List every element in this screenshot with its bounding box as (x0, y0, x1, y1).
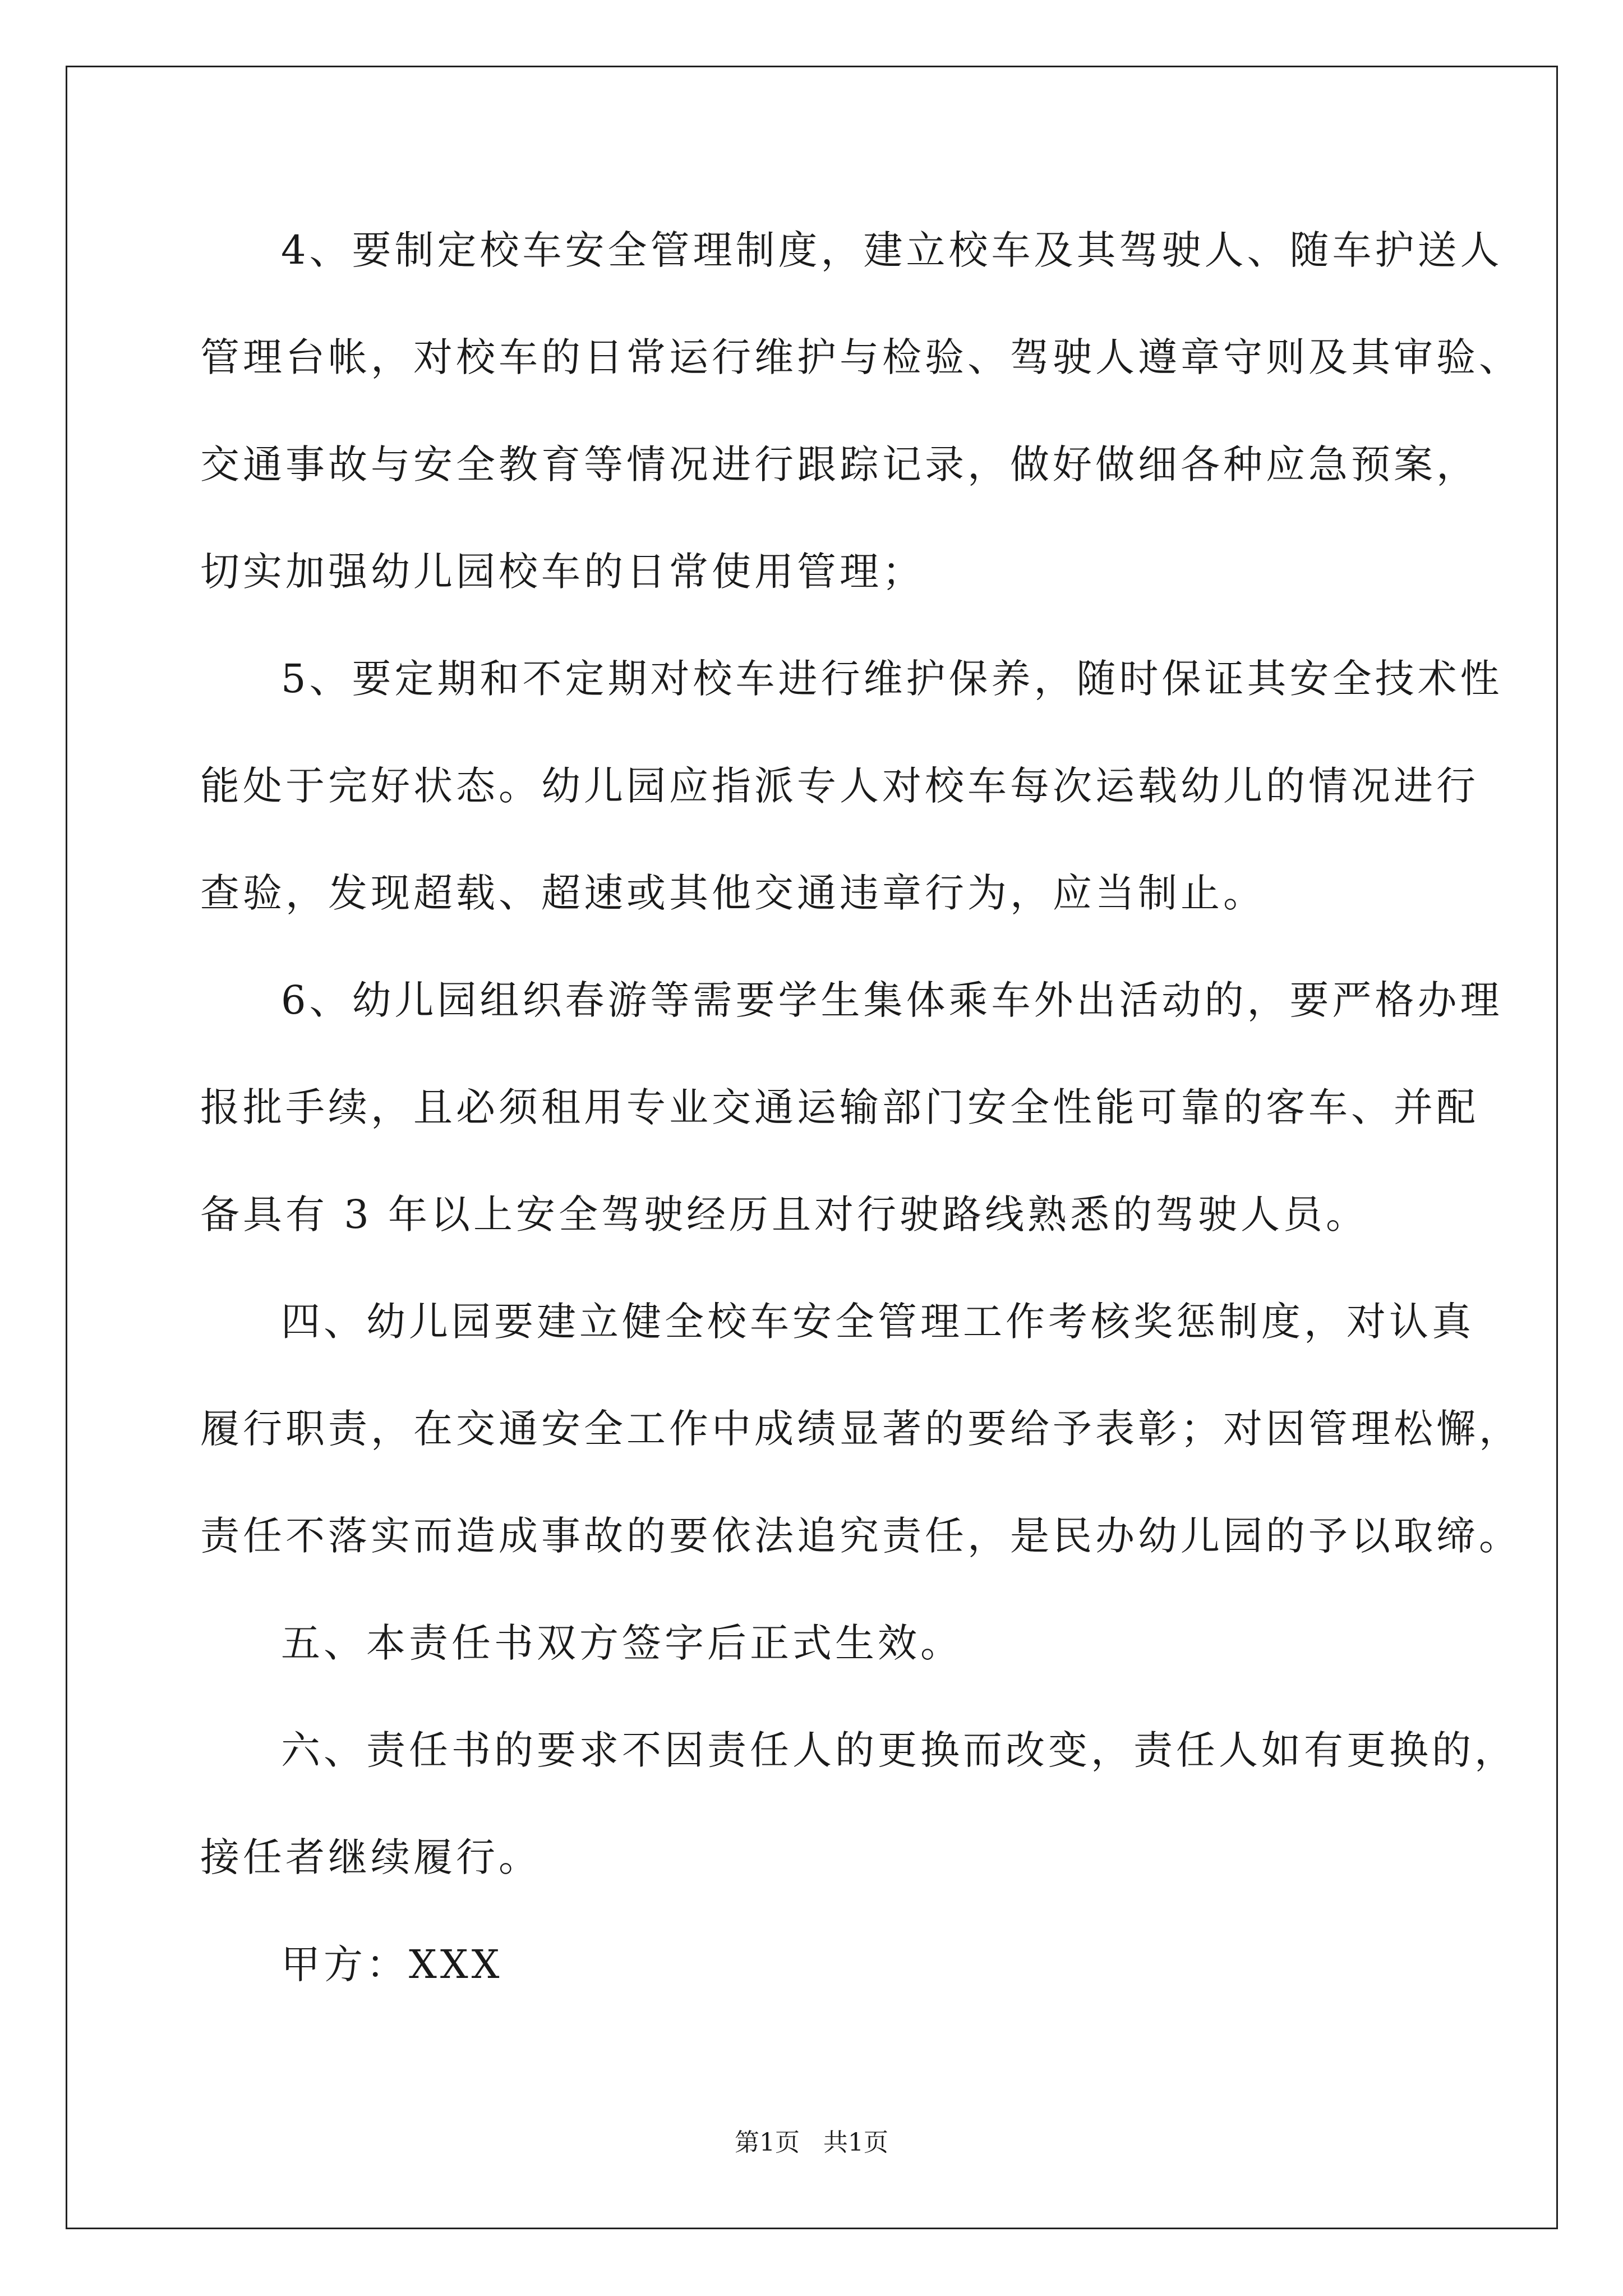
paragraph-4-line-4: 切实加强幼儿园校车的日常使用管理； (200, 549, 925, 595)
paragraph-4-line-2: 管理台帐，对校车的日常运行维护与检验、驾驶人遵章守则及其审验、 (200, 334, 1521, 380)
paragraph-5-line-1: 5、要定期和不定期对校车进行维护保养，随时保证其安全技术性 (281, 656, 1503, 702)
document-body (200, 208, 1521, 2029)
page-number-footer: 第1页 共1页 (735, 2128, 888, 2157)
party-a-signature-line: 甲方：XXX (281, 1941, 503, 1987)
paragraph-6-line-1: 6、幼儿园组织春游等需要学生集体乘车外出活动的，要严格办理 (281, 977, 1503, 1023)
section-four-line-3: 责任不落实而造成事故的要依法追究责任，是民办幼儿园的予以取缔。 (200, 1513, 1521, 1559)
paragraph-5-line-3: 查验，发现超载、超速或其他交通违章行为，应当制止。 (200, 870, 1266, 916)
paragraph-5-line-2: 能处于完好状态。幼儿园应指派专人对校车每次运载幼儿的情况进行 (200, 763, 1479, 809)
section-six-line-1: 六、责任书的要求不因责任人的更换而改变，责任人如有更换的， (281, 1727, 1517, 1773)
paragraph-6-line-2: 报批手续，且必须租用专业交通运输部门安全性能可靠的客车、并配 (200, 1084, 1479, 1130)
paragraph-4-line-3: 交通事故与安全教育等情况进行跟踪记录，做好做细各种应急预案， (200, 441, 1479, 487)
section-four-line-1: 四、幼儿园要建立健全校车安全管理工作考核奖惩制度，对认真 (281, 1299, 1474, 1345)
section-six-line-2: 接任者继续履行。 (200, 1834, 541, 1880)
paragraph-6-line-3: 备具有 3 年以上安全驾驶经历且对行驶路线熟悉的驾驶人员。 (200, 1191, 1369, 1237)
section-five-line-1: 五、本责任书双方签字后正式生效。 (281, 1620, 963, 1666)
paragraph-4-line-1: 4、要制定校车安全管理制度，建立校车及其驾驶人、随车护送人 (281, 227, 1503, 273)
section-four-line-2: 履行职责，在交通安全工作中成绩显著的要给予表彰；对因管理松懈， (200, 1406, 1521, 1452)
